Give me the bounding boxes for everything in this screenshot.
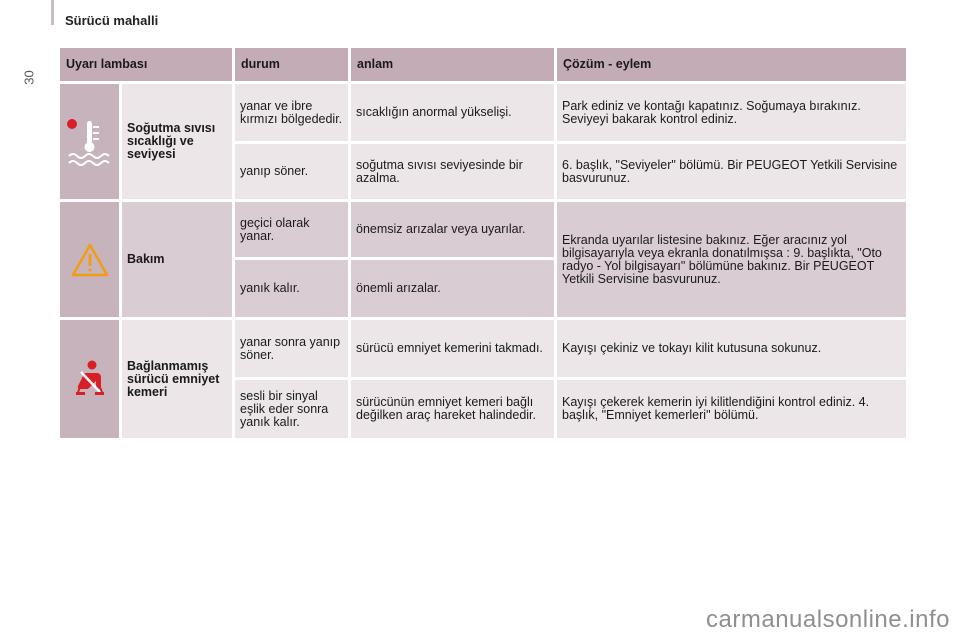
meaning-cell: sıcaklığın anormal yükselişi. bbox=[351, 84, 554, 141]
section-title: Sürücü mahalli bbox=[65, 13, 159, 28]
state-cell: yanar ve ibre kırmızı bölgededir. bbox=[235, 84, 348, 141]
seatbelt-lamp-cell bbox=[60, 320, 119, 438]
action-cell: Kayışı çekiniz ve tokayı kilit kutusuna sokunuz. bbox=[557, 320, 906, 377]
action-cell: 6. başlık, "Seviyeler" bölümü. Bir PEUGEOT Yetkili Servisine basvurunuz. bbox=[557, 144, 906, 199]
coolant-lamp-cell bbox=[60, 84, 119, 199]
table-row bbox=[60, 202, 906, 257]
action-cell: Ekranda uyarılar listesine bakınız. Eğer aracınız yol bilgisayarıyla veya ekranla donatılmışsa : 9. başlıkta, "Oto radyo - Yol bilgisayarı" bölümüne bakınız. Bir PEUGEOT Yetkili Servisine basvurunuz. bbox=[557, 202, 906, 317]
header-meaning: anlam bbox=[351, 48, 554, 81]
coolant-temperature-icon bbox=[66, 118, 114, 166]
state-cell: geçici olarak yanar. bbox=[235, 202, 348, 257]
lamp-name: Bağlanmamış sürücü emniyet kemeri bbox=[122, 320, 232, 438]
state-cell: yanar sonra yanıp söner. bbox=[235, 320, 348, 377]
warning-lamp-table bbox=[57, 45, 909, 441]
header-action: Çözüm - eylem bbox=[557, 48, 906, 81]
page-number: 30 bbox=[21, 70, 37, 85]
seatbelt-icon bbox=[72, 359, 108, 399]
side-rule bbox=[51, 0, 54, 25]
watermark: carmanualsonline.info bbox=[706, 606, 950, 633]
table-row bbox=[60, 320, 906, 377]
meaning-cell: sürücünün emniyet kemeri bağlı değilken araç hareket halindedir. bbox=[351, 380, 554, 438]
table-row bbox=[60, 84, 906, 141]
meaning-cell: önemli arızalar. bbox=[351, 260, 554, 317]
header-state: durum bbox=[235, 48, 348, 81]
header-warning-lamp: Uyarı lambası bbox=[60, 48, 232, 81]
action-cell: Kayışı çekerek kemerin iyi kilitlendiğini kontrol ediniz. 4. başlık, "Emniyet kemerleri" bölümü. bbox=[557, 380, 906, 438]
lamp-name: Soğutma sıvısı sıcaklığı ve seviyesi bbox=[122, 84, 232, 199]
lamp-name: Bakım bbox=[122, 202, 232, 317]
meaning-cell: soğutma sıvısı seviyesinde bir azalma. bbox=[351, 144, 554, 199]
table-header-row bbox=[60, 48, 906, 81]
state-cell: yanık kalır. bbox=[235, 260, 348, 317]
meaning-cell: sürücü emniyet kemerini takmadı. bbox=[351, 320, 554, 377]
maintenance-lamp-cell bbox=[60, 202, 119, 317]
action-cell: Park ediniz ve kontağı kapatınız. Soğumaya bırakınız. Seviyeyi bakarak kontrol ediniz. bbox=[557, 84, 906, 141]
warning-triangle-icon bbox=[70, 242, 110, 278]
state-cell: yanıp söner. bbox=[235, 144, 348, 199]
state-cell: sesli bir sinyal eşlik eder sonra yanık kalır. bbox=[235, 380, 348, 438]
meaning-cell: önemsiz arızalar veya uyarılar. bbox=[351, 202, 554, 257]
